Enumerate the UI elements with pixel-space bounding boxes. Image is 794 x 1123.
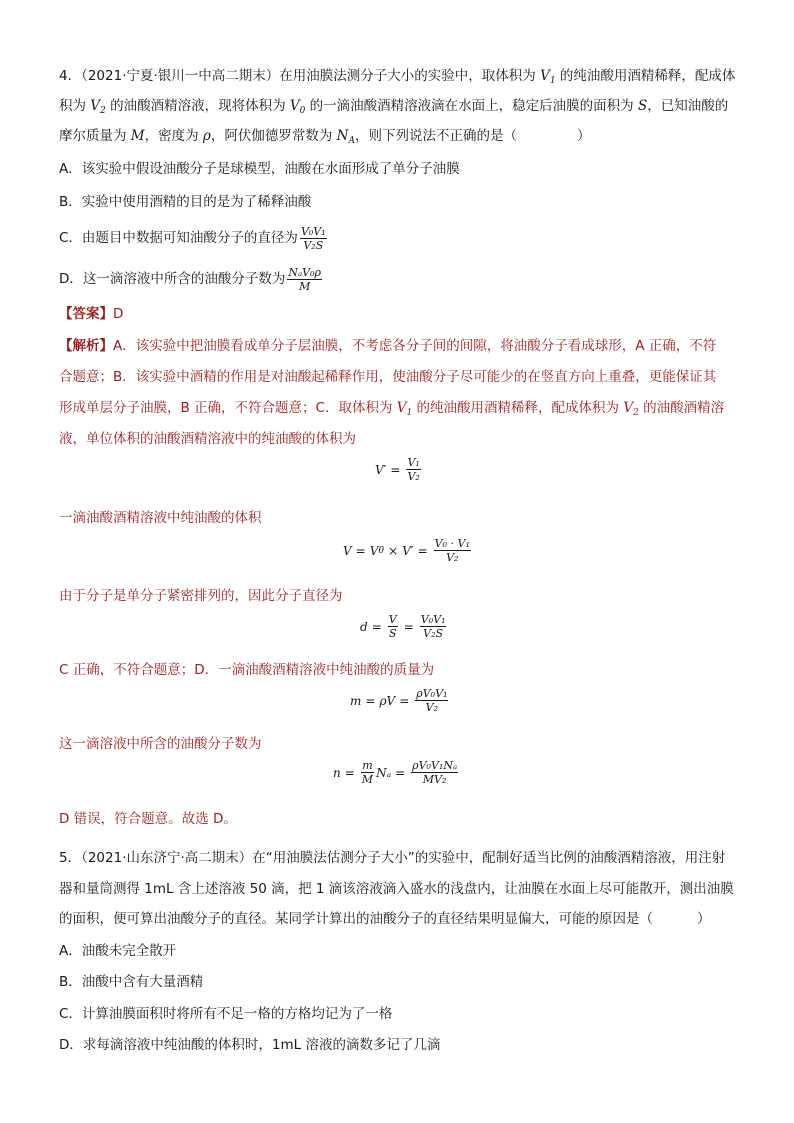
q4-option-d-formula: $\frac{\text{NₐV₀ρ}}{M}$ <box>288 265 321 293</box>
answer-tag: 【答案】 <box>59 306 113 322</box>
equation-m: m = ρ V = $\frac{\text{ρV₀V₁}}{\text{V₂}}$ <box>350 687 448 714</box>
q4-analysis-line-5: 一滴油酸酒精溶液中纯油酸的体积 <box>59 510 262 526</box>
q5-option-a: A．油酸未完全散开 <box>59 943 177 959</box>
analysis-tag: 【解析】 <box>59 338 113 354</box>
q4-option-d: D．这一滴溶液中所含的油酸分子数为 $\frac{\text{NₐV₀ρ}}{M}$ <box>59 265 321 293</box>
q4-analysis-line-7: C 正确，不符合题意；D．一滴油酸酒精溶液中纯油酸的质量为 <box>59 662 435 678</box>
q5-option-d: D．求每滴溶液中纯油酸的体积时，1mL 溶液的滴数多记了几滴 <box>59 1037 441 1053</box>
equation-v-prime: V′ = $\frac{\text{V₁}}{\text{V₂}}$ <box>375 456 420 483</box>
q4-analysis-line-2: 合题意；B．该实验中酒精的作用是对油酸起稀释作用，使油酸分子尽可能少的在竖直方向上重叠，更能保证其 <box>59 369 717 385</box>
q4-analysis-line-6: 由于分子是单分子紧密排列的，因此分子直径为 <box>59 588 343 604</box>
q5-stem-line-3: 的面积，便可算出油酸分子的直径。某同学计算出的油酸分子的直径结果明显偏大，可能的原因是（ ） <box>59 911 711 927</box>
q4-option-c-formula: $\frac{\text{V₀V₁}}{\text{V₂S}}$ <box>300 224 326 252</box>
equation-v: V = V 0 × V′ = $\frac{\text{V₀ · V₁}}{\text{V₂}}$ <box>343 537 470 564</box>
q4-analysis-line-3: 形成单层分子油膜，B 正确，不符合题意；C．取体积为 $V_1$ 的纯油酸用酒精稀释，配成体积为 $V_2$ 的油酸酒精溶 <box>59 400 725 418</box>
q4-stem-line-3: 摩尔质量为 M，密度为 ρ，阿伏伽德罗常数为 $N_A$，则下列说法不正确的是（ ） <box>59 128 591 146</box>
q4-option-a: A．该实验中假设油酸分子是球模型，油酸在水面形成了单分子油膜 <box>59 161 460 177</box>
q4-stem-line-2: 积为 $V_2$ 的油酸酒精溶液，现将体积为 $V_0$ 的一滴油酸酒精溶液滴在水面上，稳定后油膜的面积为 S，已知油酸的 <box>59 98 729 116</box>
q4-analysis-line-1: 【解析】A．该实验中把油膜看成单分子层油膜，不考虑各分子间的间隙，将油酸分子看成球形，A 正确，不符 <box>59 338 717 354</box>
q4-option-b: B．实验中使用酒精的目的是为了稀释油酸 <box>59 194 312 210</box>
q4-analysis-line-4: 液，单位体积的油酸酒精溶液中的纯油酸的体积为 <box>59 431 356 447</box>
q4-option-c: C．由题目中数据可知油酸分子的直径为 $\frac{\text{V₀V₁}}{\text{V₂S}}$ <box>59 224 326 252</box>
q5-option-b: B．油酸中含有大量酒精 <box>59 974 204 990</box>
equation-d: d = $\frac{V}{S}$ = $\frac{\text{V₀V₁}}{\text{V₂S}}$ <box>360 613 446 640</box>
q5-stem-line-1: 5．（2021·山东济宁·高二期末）在“用油膜法估测分子大小”的实验中，配制好适当比例的油酸酒精溶液，用注射 <box>59 850 726 866</box>
q5-option-c: C．计算油膜面积时将所有不足一格的方格均记为了一格 <box>59 1006 393 1022</box>
q5-stem-line-2: 器和量筒测得 1mL 含上述溶液 50 滴，把 1 滴该溶液滴入盛水的浅盘内，让油膜在水面上尽可能散开，测出油膜 <box>59 881 734 897</box>
q4-analysis-line-8: 这一滴溶液中所含的油酸分子数为 <box>59 736 262 752</box>
q4-answer: 【答案】D <box>59 306 124 322</box>
q4-analysis-line-9: D 错误，符合题意。故选 D。 <box>59 811 237 827</box>
q4-stem-line-1: 4．（2021·宁夏·银川一中高二期末）在用油膜法测分子大小的实验中，取体积为 $V_1$ 的纯油酸用酒精稀释，配成体 <box>59 68 736 86</box>
equation-n: n = $\frac{m}{M}$ Nₐ = $\frac{\text{ρV₀V₁Nₐ}}{\text{MV₂}}$ <box>333 759 458 786</box>
